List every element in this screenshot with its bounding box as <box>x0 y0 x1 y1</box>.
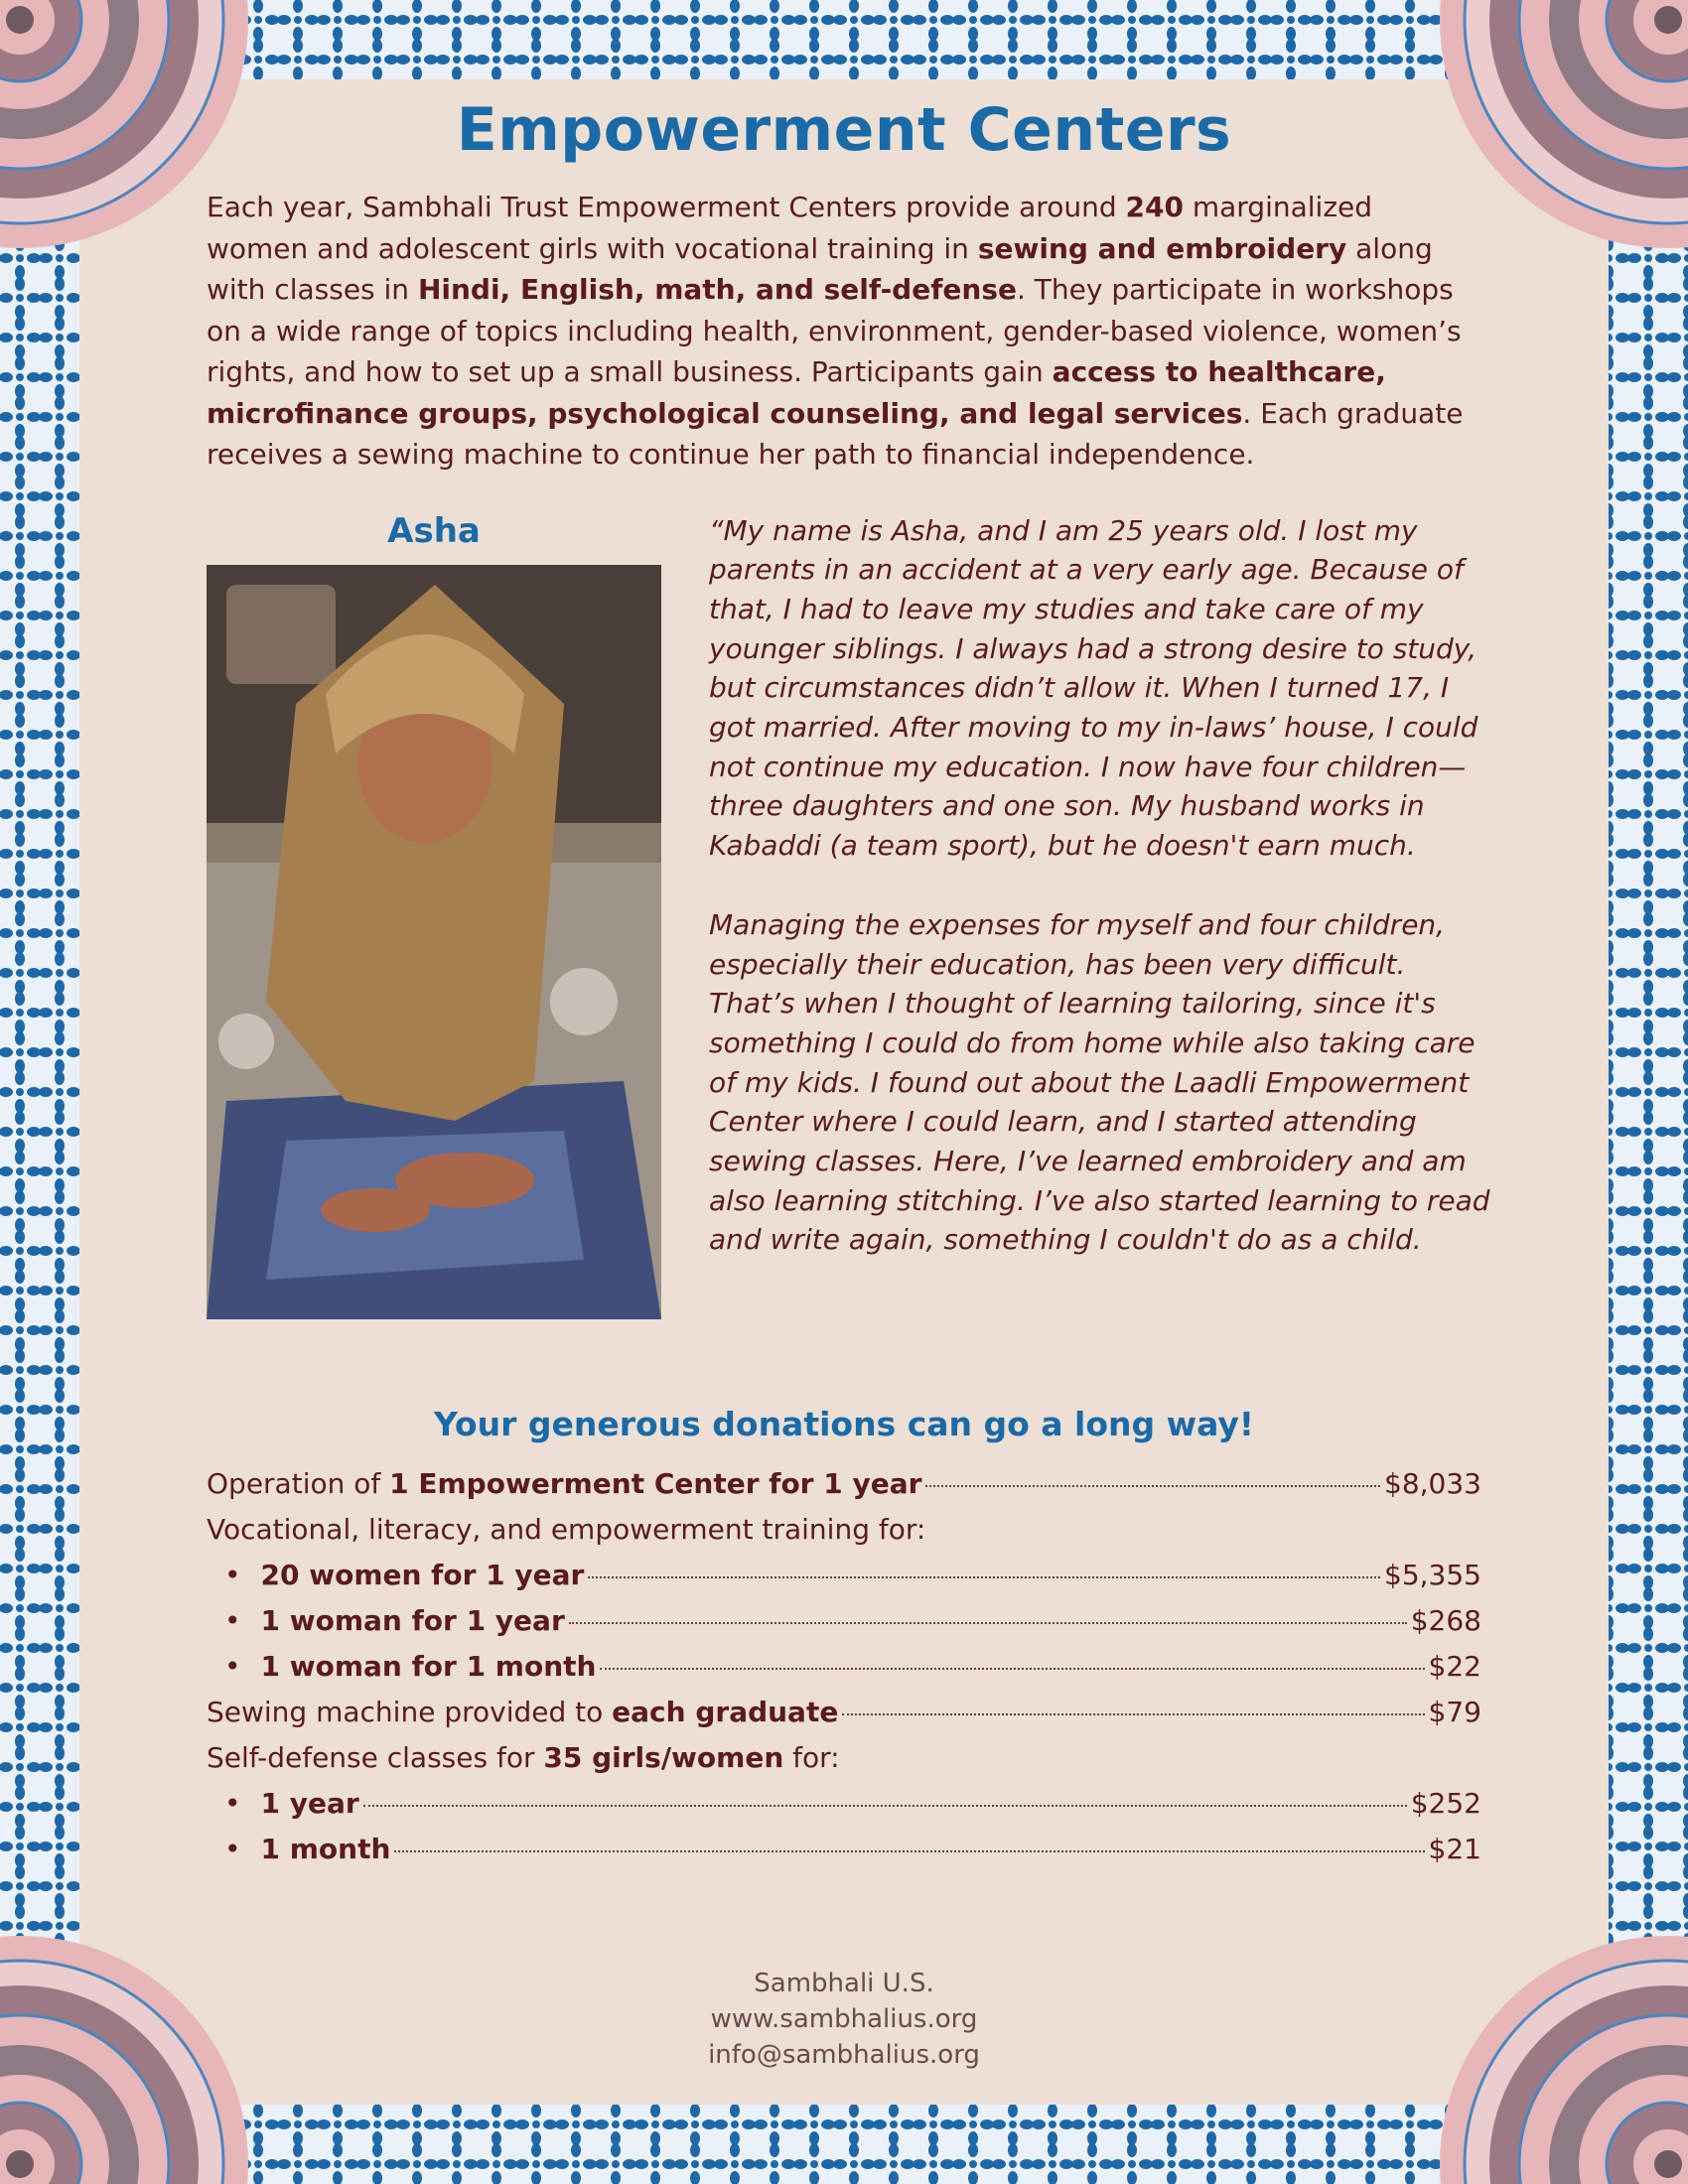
intro-text-4: . They participate in workshops on a wide range of topics including health, environment, gender-based violence, women’s rights, and how to set up a small business. Participants gain <box>207 273 1462 388</box>
donation-label <box>207 1461 921 1507</box>
intro-bold-4: access to healthcare, microfinance groups, psychological counseling, and legal services <box>207 355 1386 430</box>
leader-dots <box>394 1850 1424 1852</box>
defense-label-post: for: <box>783 1740 840 1774</box>
leader-dots <box>842 1713 1424 1715</box>
leader-dots <box>925 1485 1380 1487</box>
donation-label <box>207 1690 838 1735</box>
page-content <box>207 95 1490 1872</box>
donation-row-training <box>207 1644 1481 1690</box>
donation-amount: $5,355 <box>1384 1558 1481 1591</box>
donation-label: • 1 year <box>260 1786 359 1820</box>
intro-paragraph <box>207 187 1481 476</box>
story-name: Asha <box>387 510 481 551</box>
donation-label: • 1 woman for 1 month <box>260 1649 597 1683</box>
story-photo-column <box>207 511 661 1323</box>
donation-row-center <box>207 1461 1481 1507</box>
intro-bold-3: Hindi, English, math, and self-defense <box>417 273 1017 306</box>
donation-label-bold: 1 Empowerment Center for 1 year <box>389 1466 922 1500</box>
donation-label: • 20 women for 1 year <box>260 1558 585 1591</box>
donation-amount: $22 <box>1428 1649 1481 1683</box>
leader-dots <box>363 1805 1407 1807</box>
intro-text-5: . Each graduate receives a sewing machine to continue her path to financial independence. <box>207 396 1464 471</box>
intro-text-1: Each year, Sambhali Trust Empowerment Centers provide around <box>207 191 1126 223</box>
donation-label: • 1 month <box>260 1832 391 1865</box>
training-label-row <box>207 1507 1481 1553</box>
defense-label-bold: 35 girls/women <box>543 1740 784 1774</box>
leader-dots <box>600 1668 1424 1670</box>
story-quote <box>709 511 1493 1300</box>
donation-label-pre: Operation of <box>207 1466 390 1500</box>
defense-label-row <box>207 1735 1481 1781</box>
intro-text-3: along with classes in <box>207 231 1433 306</box>
donation-label-bold: each graduate <box>612 1695 839 1728</box>
donation-row-defense <box>207 1827 1481 1872</box>
donation-amount: $268 <box>1410 1603 1481 1637</box>
quote-paragraph-1: “My name is Asha, and I am 25 years old. I lost my parents in an accident at a very early age. Because of that, I had to leave my studies and take care of my younger siblings. I always had a strong desire to study, but circumstances didn’t allow it. When I turned 17, I got married. After moving to my in-laws’ house, I could not continue my education. I now have four children—three daughters and one son. My husband works in Kabaddi (a team sport), but he doesn't earn much. <box>709 513 1478 863</box>
donation-amount: $8,033 <box>1384 1466 1481 1500</box>
story-photo <box>207 565 661 1319</box>
quote-paragraph-2: Managing the expenses for myself and four children, especially their education, has been very difficult. That’s when I thought of learning tailoring, since it's something I could do from home while also taking care of my kids. I found out about the Laadli Empowerment Center where I could learn, and I started attending sewing classes. Here, I’ve learned embroidery and am also learning stitching. I’ve also started learning to read and write again, something I couldn't do as a child. <box>709 907 1490 1257</box>
intro-text-2: marginalized women and adolescent girls with vocational training in <box>207 191 1373 265</box>
defense-label <box>207 1735 840 1781</box>
intro-bold-1: 240 <box>1125 191 1184 223</box>
page-title: Empowerment Centers <box>456 95 1232 165</box>
donation-label: • 1 woman for 1 year <box>260 1603 565 1637</box>
intro-bold-2: sewing and embroidery <box>977 231 1347 265</box>
footer-org: Sambhali U.S. <box>754 1969 934 1998</box>
donation-row-defense <box>207 1781 1481 1827</box>
footer-website-link[interactable]: www.sambhalius.org <box>710 2004 978 2034</box>
donation-row-training <box>207 1553 1481 1598</box>
footer-email-link[interactable]: info@sambhalius.org <box>708 2040 980 2070</box>
training-label: Vocational, literacy, and empowerment training for: <box>207 1512 926 1546</box>
donation-amount: $79 <box>1428 1695 1481 1728</box>
leader-dots <box>588 1576 1380 1578</box>
donation-label-pre: Sewing machine provided to <box>207 1695 613 1728</box>
story-section <box>207 510 1490 1395</box>
donations-list <box>207 1461 1481 1872</box>
leader-dots <box>569 1622 1407 1624</box>
donation-amount: $252 <box>1410 1786 1481 1820</box>
donation-row-training <box>207 1598 1481 1644</box>
donation-amount: $21 <box>1428 1832 1481 1865</box>
defense-label-pre: Self-defense classes for <box>207 1740 544 1774</box>
donations-heading: Your generous donations can go a long way! <box>434 1404 1254 1443</box>
footer <box>0 1966 1688 2073</box>
donation-row-machine <box>207 1690 1481 1735</box>
